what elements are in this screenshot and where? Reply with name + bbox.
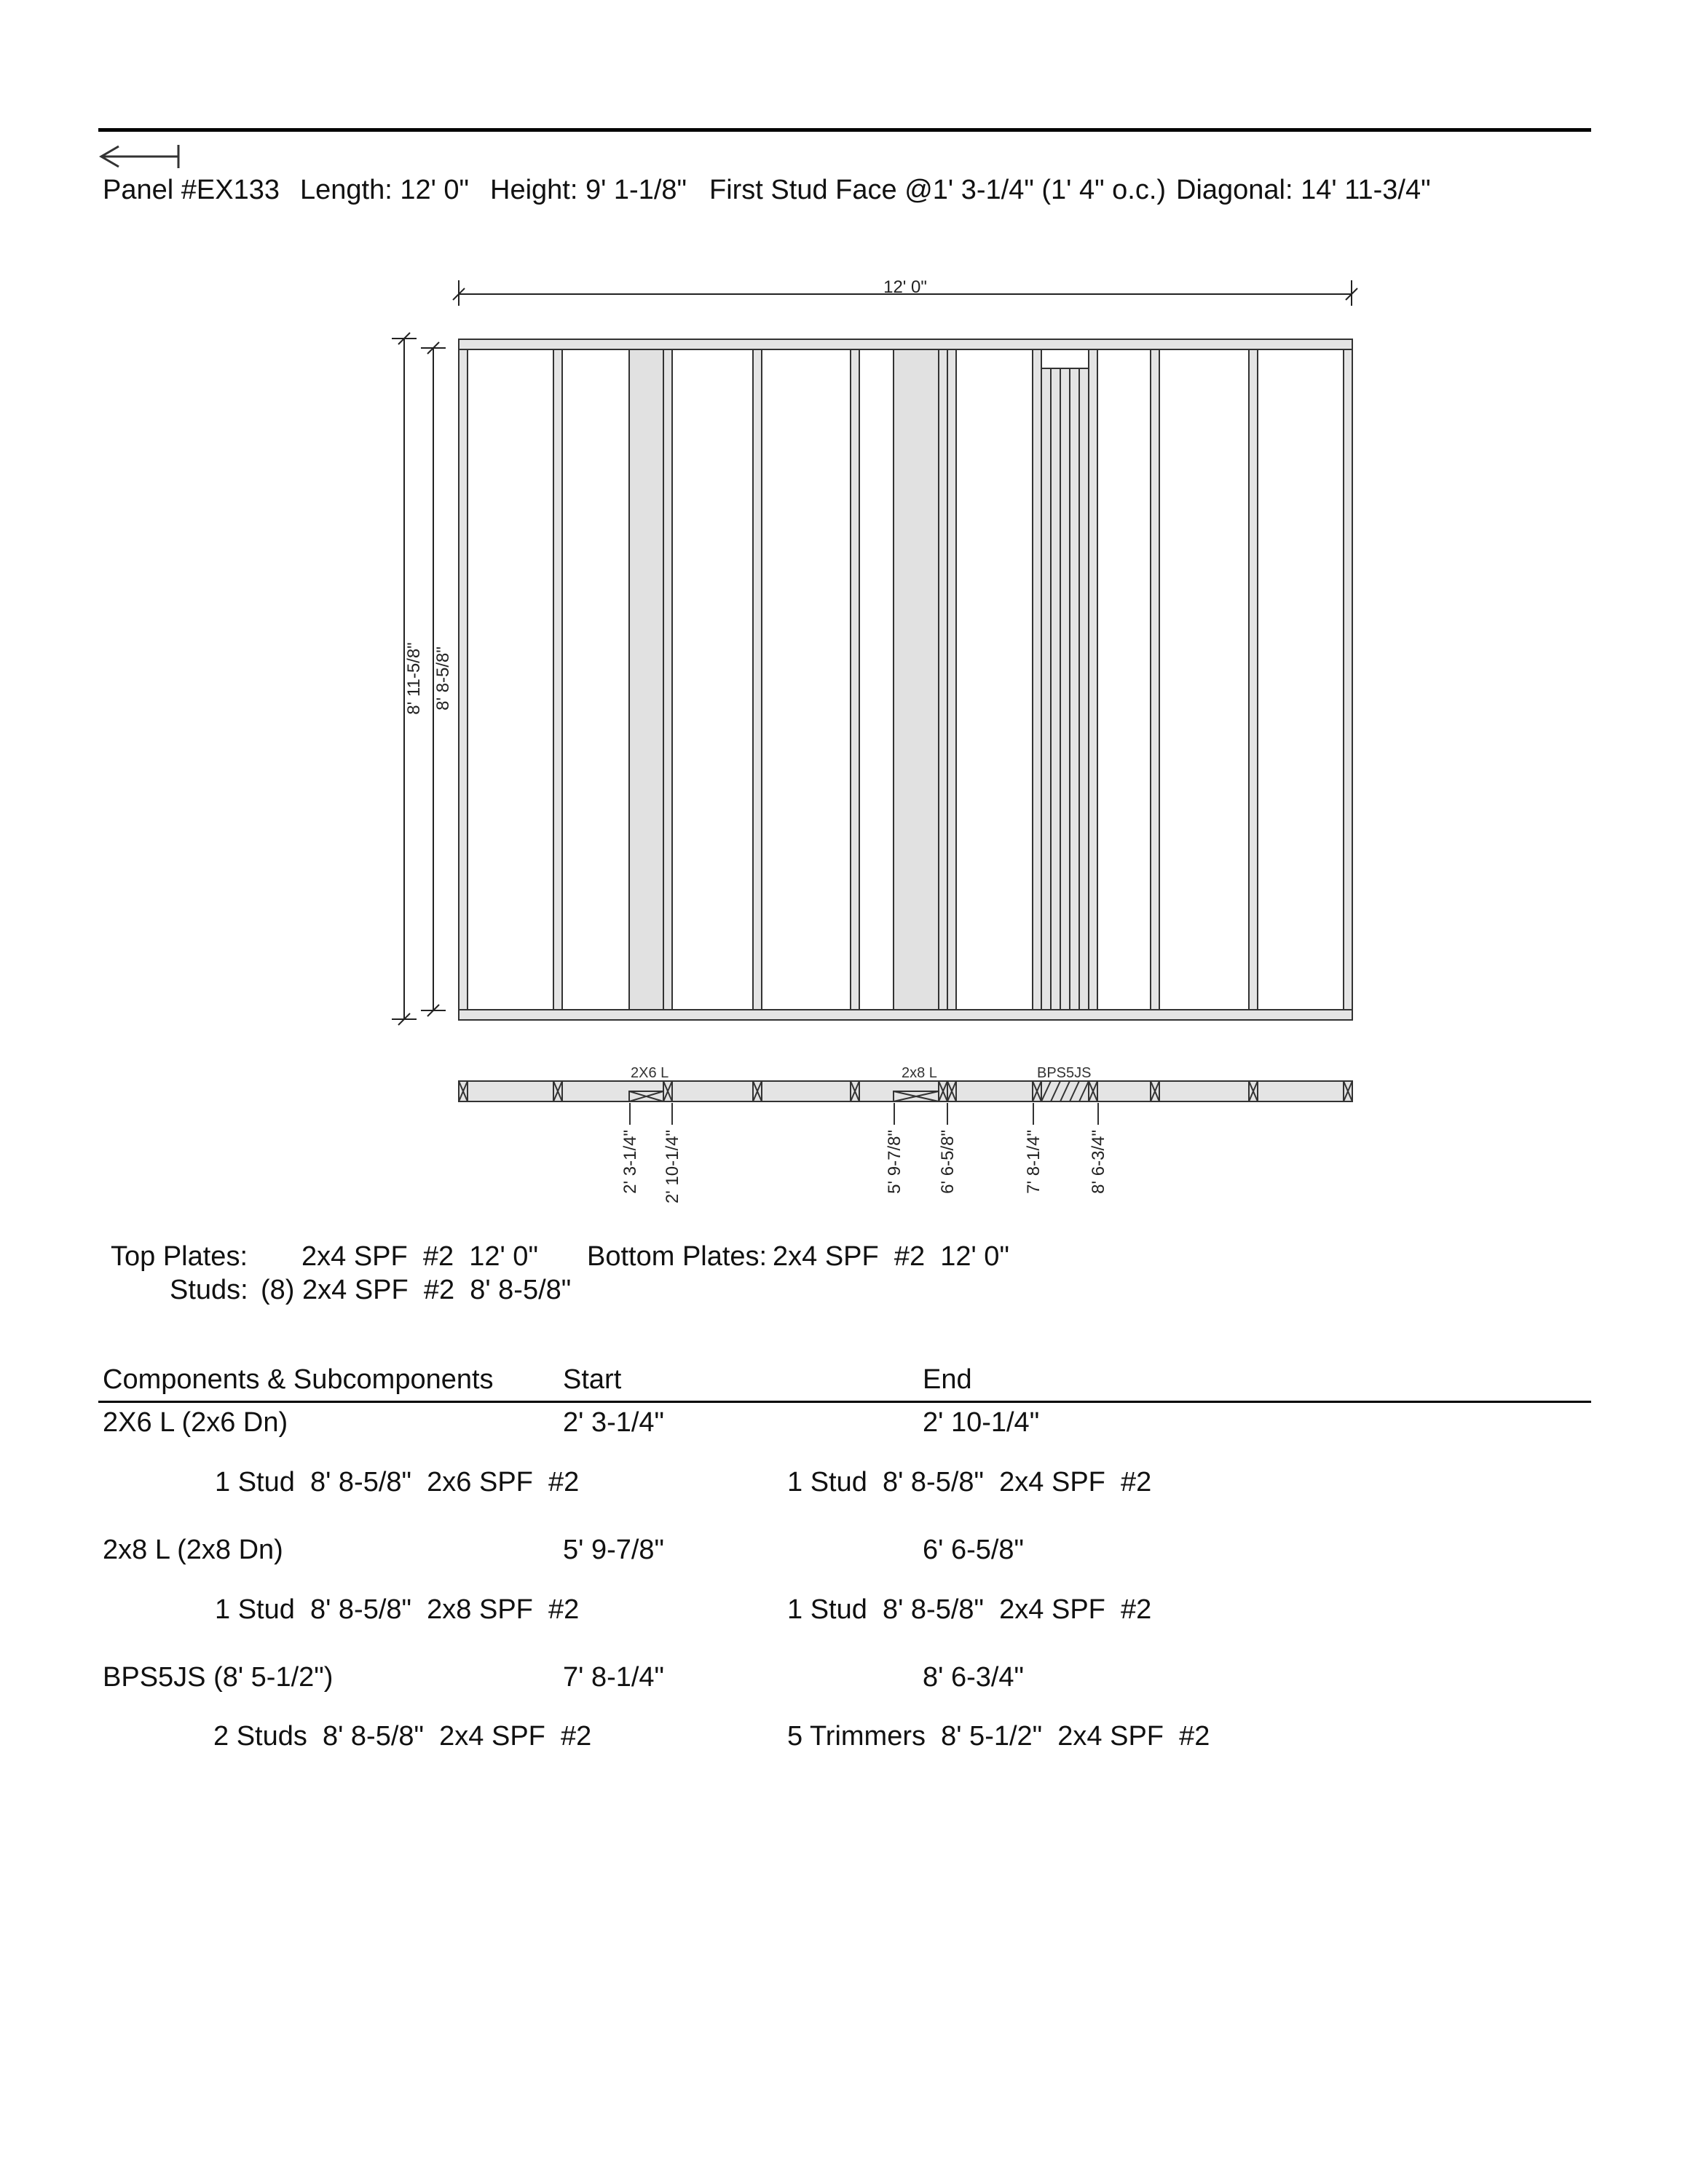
station-label: 5' 9-7/8" — [885, 1130, 904, 1194]
trimmer — [1051, 368, 1060, 1010]
trimmers — [1041, 368, 1089, 1010]
component-start: 2' 3-1/4" — [563, 1407, 665, 1438]
stud — [1033, 349, 1041, 1010]
stud — [939, 349, 947, 1010]
trimmer — [1041, 368, 1051, 1010]
station-label: 2' 3-1/4" — [620, 1130, 640, 1194]
stud — [1089, 349, 1097, 1010]
label-2x8: 2x8 L — [902, 1065, 937, 1081]
component-start: 5' 9-7/8" — [563, 1535, 665, 1565]
stud — [1151, 349, 1159, 1010]
stud — [1249, 349, 1258, 1010]
station-label: 6' 6-5/8" — [938, 1130, 958, 1194]
component-end: 6' 6-5/8" — [923, 1535, 1025, 1565]
studs-label: Studs: — [170, 1275, 248, 1305]
component-end: 2' 10-1/4" — [923, 1407, 1040, 1438]
subcomponent-start: 1 Stud 8' 8-5/8" 2x8 SPF #2 — [215, 1594, 580, 1625]
trimmer — [1070, 368, 1079, 1010]
stud — [553, 349, 562, 1010]
top-plates-value: 2x4 SPF #2 12' 0" — [301, 1241, 538, 1272]
station-label: 8' 6-3/4" — [1089, 1130, 1108, 1194]
panel-id: Panel #EX133 — [103, 175, 280, 205]
component-start: 7' 8-1/4" — [563, 1662, 665, 1693]
table-header-start: Start — [563, 1364, 622, 1395]
bottom-plates-value: 2x4 SPF #2 12' 0" — [773, 1241, 1009, 1272]
studs-value: (8) 2x4 SPF #2 8' 8-5/8" — [261, 1275, 572, 1305]
stud — [851, 349, 859, 1010]
header-block — [1041, 349, 1089, 368]
height-dimension-outer-label: 8' 11-5/8" — [404, 642, 424, 715]
trimmer — [1079, 368, 1089, 1010]
stud — [663, 349, 672, 1010]
component-end: 8' 6-3/4" — [923, 1662, 1025, 1693]
label-bps5js: BPS5JS — [1037, 1065, 1092, 1081]
subcomponent-start: 2 Studs 8' 8-5/8" 2x4 SPF #2 — [213, 1721, 592, 1752]
panel-length: Length: 12' 0" — [300, 175, 470, 205]
component-name: 2x8 L (2x8 Dn) — [103, 1535, 283, 1565]
height-dimension-inner-label: 8' 8-5/8" — [433, 646, 453, 711]
panel-diagonal: Diagonal: 14' 11-3/4" — [1176, 175, 1431, 205]
top-plates-label: Top Plates: — [111, 1241, 248, 1272]
first-stud-face: First Stud Face @1' 3-1/4" (1' 4" o.c.) — [709, 175, 1167, 205]
station-leaders — [630, 1103, 1098, 1125]
stud-2x6 — [629, 349, 663, 1010]
subcomponent-start: 1 Stud 8' 8-5/8" 2x6 SPF #2 — [215, 1467, 580, 1497]
stud-2x8 — [894, 349, 939, 1010]
table-header-end: End — [923, 1364, 972, 1395]
subcomponent-end: 1 Stud 8' 8-5/8" 2x4 SPF #2 — [787, 1467, 1152, 1497]
component-name: BPS5JS (8' 5-1/2") — [103, 1662, 334, 1693]
subcomponent-end: 1 Stud 8' 8-5/8" 2x4 SPF #2 — [787, 1594, 1152, 1625]
stud — [947, 349, 956, 1010]
table-header-rule — [98, 1401, 1591, 1403]
stud — [1344, 349, 1352, 1010]
stud — [753, 349, 762, 1010]
table-header-components: Components & Subcomponents — [103, 1364, 494, 1395]
subcomponent-end: 5 Trimmers 8' 5-1/2" 2x4 SPF #2 — [787, 1721, 1210, 1752]
panel-height: Height: 9' 1-1/8" — [490, 175, 687, 205]
label-2x6: 2X6 L — [631, 1065, 669, 1081]
width-dimension-label: 12' 0" — [883, 277, 927, 297]
bottom-plate — [459, 1010, 1352, 1020]
top-plate — [459, 339, 1352, 349]
bottom-plates-label: Bottom Plates: — [587, 1241, 768, 1272]
station-label: 2' 10-1/4" — [663, 1130, 682, 1204]
station-label: 7' 8-1/4" — [1024, 1130, 1044, 1194]
trimmer — [1060, 368, 1070, 1010]
component-name: 2X6 L (2x6 Dn) — [103, 1407, 288, 1438]
stud — [459, 349, 468, 1010]
